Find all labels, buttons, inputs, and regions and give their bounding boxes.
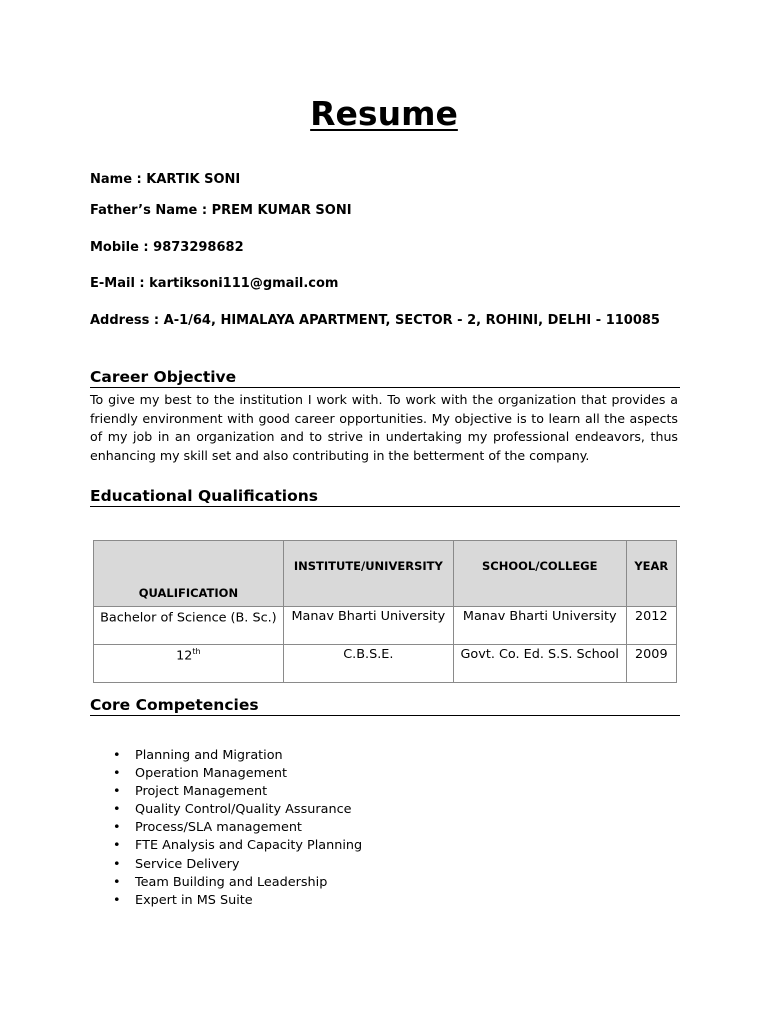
name-value: KARTIK SONI xyxy=(146,172,241,187)
competencies-heading: Core Competencies xyxy=(90,696,680,716)
name-label: Name : xyxy=(90,172,147,187)
column-header-year: YEAR xyxy=(626,541,676,607)
cell-school: Govt. Co. Ed. S.S. School xyxy=(453,645,626,683)
list-item: • Process/SLA management xyxy=(90,819,362,837)
list-item: • Operation Management xyxy=(90,765,362,783)
cell-year: 2009 xyxy=(626,645,676,683)
table-row xyxy=(94,645,677,683)
cell-school: Manav Bharti University xyxy=(453,607,626,645)
cell-institute: Manav Bharti University xyxy=(283,607,453,645)
father-name-label: Father’s Name : xyxy=(90,203,212,218)
address-value: A-1/64, HIMALAYA APARTMENT, SECTOR - 2, ROHINI, DELHI - 110085 xyxy=(163,313,660,328)
cell-qualification: 12th xyxy=(94,645,284,683)
father-name-value: PREM KUMAR SONI xyxy=(211,203,352,218)
father-name-line xyxy=(90,203,352,218)
career-objective-text: To give my best to the institution I work with. To work with the organization that provides a friendly environment with good career opportunities. My objective is to learn all the aspects of my job in an organization and to strive in undertaking my professional endeavors, thus enhancing my skill set and also contributing in the betterment of the company. xyxy=(90,392,678,463)
list-item: • Project Management xyxy=(90,783,362,801)
list-item: • Team Building and Leadership xyxy=(90,874,362,892)
table-header-row xyxy=(94,541,677,607)
mobile-value: 9873298682 xyxy=(153,240,244,255)
list-item: • Expert in MS Suite xyxy=(90,892,362,910)
name-line xyxy=(90,172,240,187)
table-row xyxy=(94,607,677,645)
list-item: • Service Delivery xyxy=(90,856,362,874)
mobile-line xyxy=(90,240,244,255)
address-label: Address : xyxy=(90,313,164,328)
education-heading: Educational Qualifications xyxy=(90,487,680,507)
cell-qualification: Bachelor of Science (B. Sc.) xyxy=(94,607,284,645)
page-title xyxy=(0,94,768,133)
cell-year: 2012 xyxy=(626,607,676,645)
cell-institute: C.B.S.E. xyxy=(283,645,453,683)
list-item: • FTE Analysis and Capacity Planning xyxy=(90,837,362,855)
title-text: Resume xyxy=(310,94,458,133)
mobile-label: Mobile : xyxy=(90,240,154,255)
career-objective-heading: Career Objective xyxy=(90,368,680,388)
column-header-school: SCHOOL/COLLEGE xyxy=(453,541,626,607)
address-line xyxy=(90,313,660,328)
email-value: kartiksoni111@gmail.com xyxy=(149,276,339,291)
competencies-list xyxy=(90,747,362,910)
column-header-institute: INSTITUTE/UNIVERSITY xyxy=(283,541,453,607)
list-item: • Planning and Migration xyxy=(90,747,362,765)
email-line xyxy=(90,276,338,291)
education-table xyxy=(93,540,677,683)
column-header-qualification: QUALIFICATION xyxy=(94,541,284,607)
list-item: • Quality Control/Quality Assurance xyxy=(90,801,362,819)
email-label: E-Mail : xyxy=(90,276,150,291)
